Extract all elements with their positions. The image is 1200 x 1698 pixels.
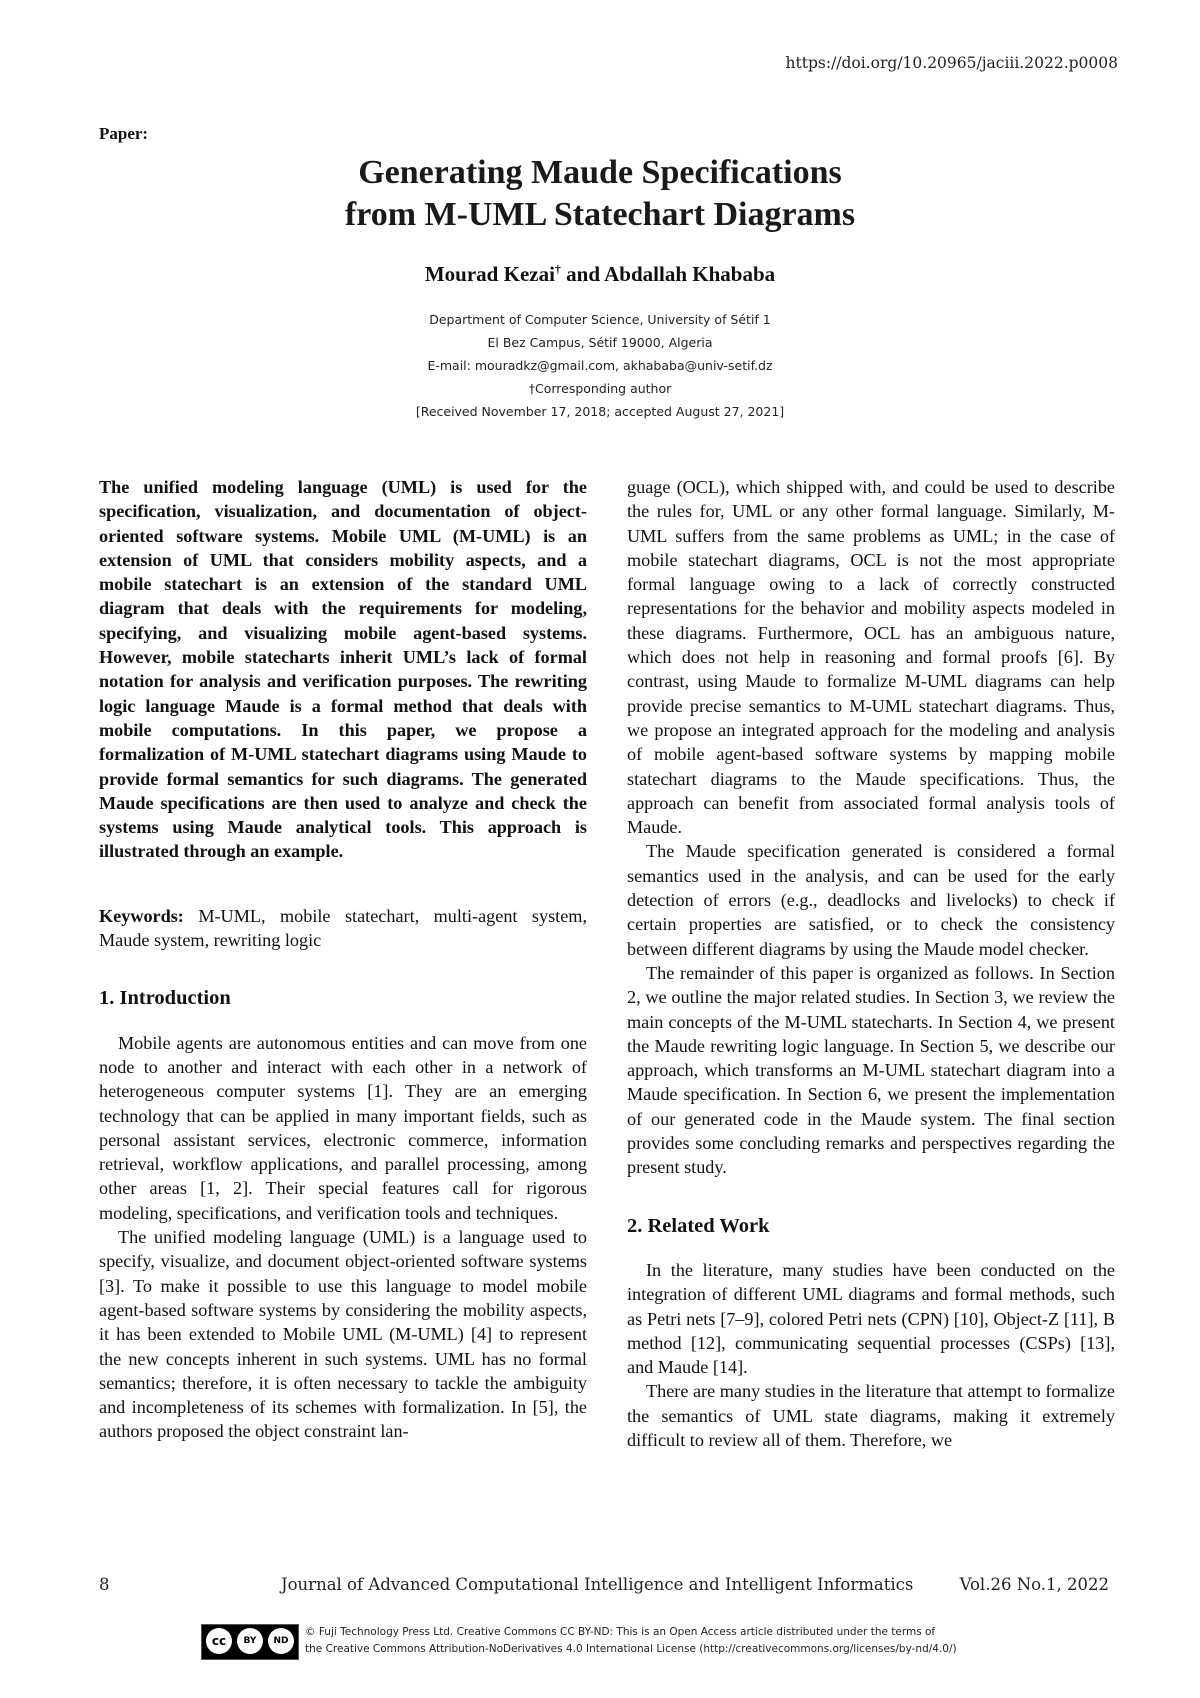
author-list: [0, 262, 1200, 287]
author-2: Abdallah Khababa: [604, 262, 776, 286]
keywords: [99, 904, 587, 953]
author-connector: and: [560, 262, 605, 286]
license-text: [305, 1624, 957, 1658]
received-dates: [Received November 17, 2018; accepted August 27, 2021]: [415, 404, 785, 419]
section-heading-introduction: 1. Introduction: [99, 987, 231, 1010]
abstract: The unified modeling language (UML) is used for the specification, visualization, and documentation of object-oriented software systems. Mobile UML (M-UML) is an extension of UML that considers mobility aspects, and a mobile statechart is an extension of the standard UML diagram that deals with the requirements for modeling, specifying, and visualizing mobile agent-based systems. However, mobile statecharts inherit UML’s lack of formal notation for analysis and verification purposes. The rewriting logic language Maude is a formal method that deals with mobile computations. In this paper, we propose a formalization of M-UML statechart diagrams using Maude to provide formal semantics for such diagrams. The generated Maude specifications are then used to analyze and check the systems using Maude analytical tools. This approach is illustrated through an example.: [99, 477, 587, 862]
affiliation-dept: Department of Computer Science, University of Sétif 1: [429, 312, 771, 327]
page-number: 8: [99, 1575, 110, 1594]
left-column: [99, 475, 587, 1444]
affiliation-email[interactable]: E-mail: mouradkz@gmail.com, akhababa@univ-setif.dz: [427, 358, 773, 373]
related-paragraph-2: There are many studies in the literature that attempt to formalize the semantics of UML state diagrams, making it extremely difficult to review all of them. Therefore, we: [627, 1381, 1115, 1450]
cc-by-nd-badge-icon[interactable]: [201, 1624, 299, 1660]
corresponding-note: †Corresponding author: [528, 381, 672, 396]
volume-info: Vol.26 No.1, 2022: [959, 1575, 1109, 1594]
license-line-2[interactable]: the Creative Commons Attribution-NoDerivatives 4.0 International License (http://creativecommons.org/licenses/by-nd/4.0/): [305, 1643, 957, 1655]
right-column: [627, 475, 1115, 1452]
corresponding-mark: †: [554, 262, 561, 276]
cc-logo-icon: cc: [206, 1628, 232, 1654]
title-line-2: from M-UML Statechart Diagrams: [344, 196, 856, 233]
affiliation-campus: El Bez Campus, Sétif 19000, Algeria: [487, 335, 713, 350]
intro-paragraph-4: The Maude specification generated is considered a formal semantics used in the analysis, and can be used for the early detection of errors (e.g., deadlocks and livelocks) to check if certain properties are satisfied, or to check the consistency between different diagrams by using the Maude model checker.: [627, 841, 1115, 959]
keywords-text: M-UML, mobile statechart, multi-agent system, Maude system, rewriting logic: [99, 905, 587, 951]
intro-paragraph-5: The remainder of this paper is organized as follows. In Section 2, we outline the major related studies. In Section 3, we review the main concepts of the M-UML statecharts. In Section 4, we present the Maude rewriting logic language. In Section 5, we describe our approach, which transforms an M-UML statechart diagram into a Maude specification. In Section 6, we present the implementation of our generated code in the Maude system. The final section provides some concluding remarks and perspectives regarding the present study.: [627, 962, 1115, 1178]
doi-link[interactable]: https://doi.org/10.20965/jaciii.2022.p0008: [785, 54, 1118, 72]
journal-name: Journal of Advanced Computational Intelligence and Intelligent Informatics: [281, 1575, 914, 1594]
intro-paragraph-2: The unified modeling language (UML) is a language used to specify, visualize, and document object-oriented software systems [3]. To make it possible to use this language to model mobile agent-based software systems by considering the mobility aspects, it has been extended to Mobile UML (M-UML) [4] to represent the new concepts inherent in such systems. UML has no formal semantics; therefore, it is often necessary to tackle the ambiguity and incompleteness of its schemes with formalization. In [5], the authors proposed the object constraint lan-: [99, 1227, 587, 1442]
paper-type-label: Paper:: [99, 124, 149, 143]
attribution-icon: BY: [237, 1628, 263, 1654]
related-paragraph-1: In the literature, many studies have been conducted on the integration of different UML diagrams and formal methods, such as Petri nets [7–9], colored Petri nets (CPN) [10], Object-Z [11], B method [12], communicating sequential processes (CSPs) [13], and Maude [14].: [627, 1259, 1115, 1378]
section-heading-related-work: 2. Related Work: [627, 1214, 770, 1237]
keywords-label: Keywords:: [99, 905, 184, 926]
title-line-1: Generating Maude Specifications: [358, 154, 842, 191]
no-derivatives-icon: ND: [268, 1628, 294, 1654]
license-block: [201, 1624, 1021, 1660]
affiliation-block: [0, 308, 1200, 423]
paper-title: [0, 152, 1200, 236]
author-1: Mourad Kezai: [424, 262, 555, 286]
intro-paragraph-1: Mobile agents are autonomous entities and can move from one node to another and interact with each other in a network of heterogeneous computer systems [1]. They are an emerging technology that can be applied in many important fields, such as personal assistant services, electronic commerce, information retrieval, workflow applications, and parallel processing, among other areas [1, 2]. Their special features call for rigorous modeling, specifications, and verification tools and techniques.: [99, 1032, 587, 1223]
license-line-1: © Fuji Technology Press Ltd. Creative Commons CC BY-ND: This is an Open Access article distributed under the terms of: [305, 1626, 936, 1638]
intro-paragraph-3: guage (OCL), which shipped with, and could be used to describe the rules for, UML or any other formal language. Similarly, M-UML suffers from the same problems as UML; in the case of mobile statechart diagrams, OCL is not the most appropriate formal language owing to a lack of correctly constructed representations for the behavior and mobility aspects modeled in these diagrams. Furthermore, OCL has an ambiguous nature, which does not help in reasoning and formal proofs [6]. By contrast, using Maude to formalize M-UML diagrams can help provide precise semantics to M-UML statechart diagrams. Thus, we propose an integrated approach for the modeling and analysis of mobile agent-based software systems by mapping mobile statechart diagrams to the Maude specifications. Thus, the approach can benefit from associated formal analysis tools of Maude.: [627, 477, 1115, 838]
